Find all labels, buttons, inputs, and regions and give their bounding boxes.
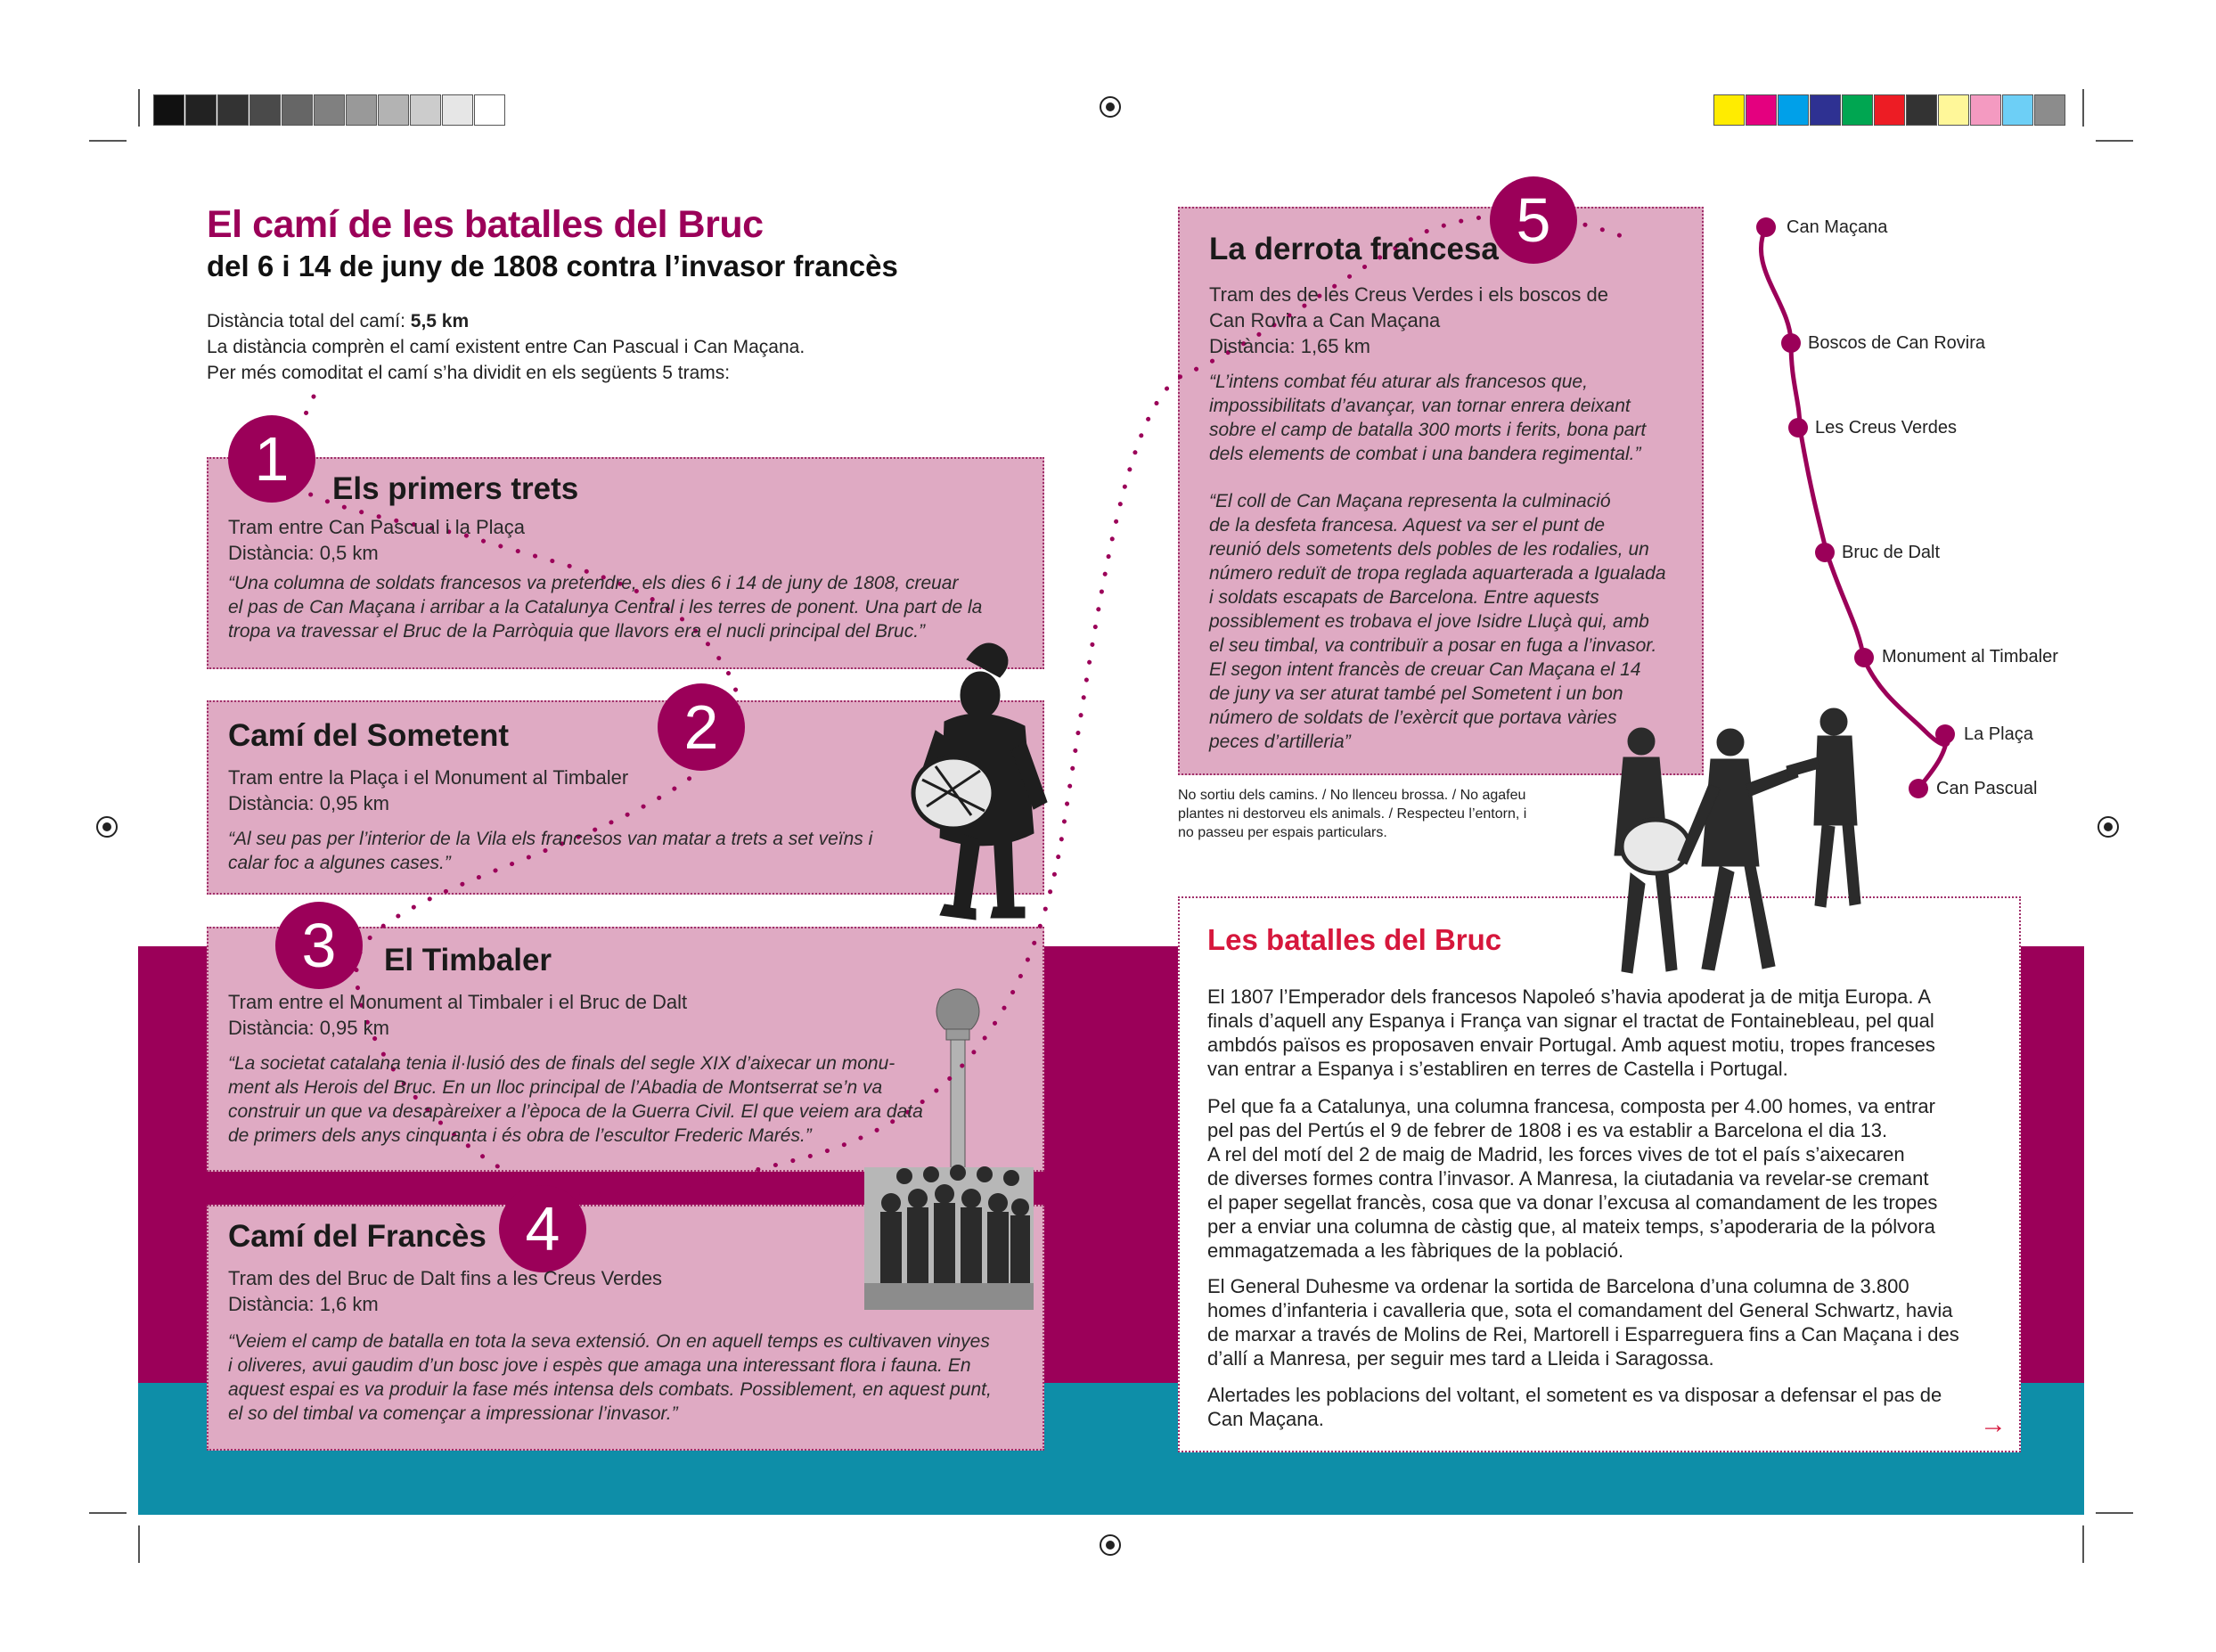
quote-line: número de soldats de l’exèrcit que portava vàries — [1209, 707, 1617, 728]
intro-line: La distància comprèn el camí existent entre Can Pascual i Can Maçana. — [207, 337, 805, 357]
history-line: El General Duhesme va ordenar la sortida de Barcelona d’una columna de 3.800 — [1207, 1275, 1909, 1297]
history-line: A rel del motí del 2 de maig de Madrid, les forces vives de tot el país s’aixecaren — [1207, 1143, 1905, 1165]
history-line: ambdós països es proposaven envair Portugal. Amb aquest motiu, tropes franceses — [1207, 1034, 1935, 1056]
quote-line: de la desfeta francesa. Aquest va ser el punt de — [1209, 515, 1606, 536]
quote-line: calar foc a algunes cases.” — [228, 853, 451, 873]
section-route-text: Tram des del Bruc de Dalt fins a les Creus Verdes — [228, 1267, 663, 1289]
history-line: d’allí a Manresa, per seguir mes tard a Lleida i Saragossa. — [1207, 1347, 1714, 1370]
quote-line: el so del timbal va començar a impressionar l’invasor.” — [228, 1403, 678, 1424]
quote-line: impossibilitats d’avançar, van tornar enrera deixant — [1209, 396, 1631, 416]
history-line: de diverses formes contra l’invasor. A Manresa, la ciutadania va revelar-se cremant — [1207, 1167, 1929, 1190]
route-stop-dot — [1815, 543, 1835, 562]
route-stop-label: Bruc de Dalt — [1842, 543, 1941, 562]
section-route-text: Tram entre el Monument al Timbaler i el Bruc de Dalt — [228, 991, 688, 1013]
history-paragraph — [1207, 1094, 1937, 1263]
section-distance: Distància: 1,6 km — [228, 1293, 379, 1315]
section-number-1: 1 — [228, 415, 315, 503]
rules-line: no passeu per espais particulars. — [1178, 825, 1387, 840]
section-distance: Distància: 0,95 km — [228, 792, 389, 814]
history-line: el paper segellat francès, cosa que va donar l’excusa al comandament de les tropes — [1207, 1191, 1938, 1214]
section-title: Camí del Francès — [228, 1219, 487, 1254]
history-line: Alertades les poblacions del voltant, el sometent es va disposar a defensar el pas de — [1207, 1384, 1942, 1406]
section-title: Els primers trets — [332, 471, 579, 506]
rules-line: No sortiu dels camins. / No llenceu brossa. / No agafeu — [1178, 788, 1526, 803]
quote-line: “Al seu pas per l’interior de la Vila els francesos van matar a trets a set veïns i — [228, 829, 873, 849]
history-line: finals d’aquell any Espanya i França van signar el tractat de Fontainebleau, pel qual — [1207, 1010, 1934, 1032]
history-paragraph — [1207, 1274, 1959, 1370]
intro-line: Per més comoditat el camí s’ha dividit en els següents 5 trams: — [207, 363, 731, 383]
route-stop-label: Monument al Timbaler — [1882, 647, 2058, 667]
route-stop-dot — [1935, 724, 1955, 744]
section-number-2: 2 — [658, 683, 745, 771]
history-paragraph — [1207, 985, 1935, 1081]
history-paragraph — [1207, 1383, 1942, 1431]
quote-line: construir un que va desapàreixer a l’època de la Guerra Civil. El que veiem ara data — [228, 1101, 923, 1122]
history-line: emmagatzemada a les fàbriques de la població. — [1207, 1239, 1624, 1262]
quote-line: el pas de Can Maçana i arribar a la Catalunya Central i les terres de ponent. Una part de la — [228, 597, 983, 617]
section-number-3: 3 — [275, 902, 363, 989]
history-line: Pel que fa a Catalunya, una columna francesa, composta per 4.00 homes, va entrar — [1207, 1095, 1935, 1117]
quote-line: ment als Herois del Bruc. En un lloc principal de l’Abadia de Montserrat se’n va — [228, 1077, 883, 1098]
section-title: El Timbaler — [384, 943, 552, 977]
quote-line: reunió dels sometents dels pobles de les rodalies, un — [1209, 539, 1649, 560]
quote-line: possiblement es trobava el jove Isidre Lluçà qui, amb — [1209, 611, 1649, 632]
quote-line: “La societat catalana tenia il·lusió des de finals del segle XIX d’aixecar un monu- — [228, 1053, 895, 1074]
route-stop-label: La Plaça — [1964, 724, 2033, 744]
history-line: de marxar a través de Molins de Rei, Martorell i Esparreguera fins a Can Maçana i des — [1207, 1323, 1959, 1345]
quote-line: de primers dels anys cinquanta i és obra de l’escultor Frederic Marés.” — [228, 1125, 812, 1146]
section-title: La derrota francesa — [1209, 232, 1499, 266]
history-line: Can Maçana. — [1207, 1408, 1324, 1430]
route-stop-label: Boscos de Can Rovira — [1808, 333, 1985, 353]
rules-line: plantes ni destorveu els animals. / Respecteu l’entorn, i — [1178, 806, 1527, 822]
route-stop-dot — [1781, 333, 1801, 353]
quote-line: el seu timbal, va contribuïr a posar en fuga a l’invasor. — [1209, 635, 1657, 656]
section-number-4: 4 — [499, 1185, 586, 1272]
history-line: El 1807 l’Emperador dels francesos Napoleó s’havia apoderat ja de mitja Europa. A — [1207, 985, 1932, 1008]
section-distance: Distància: 0,5 km — [228, 542, 379, 564]
route-stop-label: Les Creus Verdes — [1815, 418, 1957, 438]
quote-line: de juny va ser aturat també pel Sometent i un bon — [1209, 683, 1623, 704]
route-stop-dot — [1854, 648, 1874, 667]
quote-line: peces d’artilleria” — [1209, 732, 1351, 752]
history-line: per a enviar una columna de càstig que, al mateix temps, s’apoderaria de la pólvora — [1207, 1215, 1935, 1238]
quote-line: i soldats escapats de Barcelona. Entre aquests — [1209, 587, 1599, 608]
quote-line: dels elements de combat i una bandera regimental.” — [1209, 444, 1641, 464]
quote-line: “Veiem el camp de batalla en tota la seva extensió. On en aquell temps es cultivaven vinyes — [228, 1331, 990, 1352]
section-route-text: Tram entre la Plaça i el Monument al Timbaler — [228, 766, 629, 789]
route-stop-label: Can Maçana — [1787, 217, 1888, 237]
history-line: homes d’infanteria i cavalleria que, sota el comandament del General Schwartz, havia — [1207, 1299, 1953, 1321]
route-stop-dot — [1788, 418, 1808, 438]
section-distance: Distància: 1,65 km — [1209, 335, 1370, 357]
next-page-arrow-icon[interactable]: → — [1980, 1410, 2007, 1439]
intro-distance-value: 5,5 km — [410, 311, 470, 331]
history-title: Les batalles del Bruc — [1207, 923, 1502, 956]
section-title: Camí del Sometent — [228, 718, 510, 753]
intro-distance-label: Distància total del camí: — [207, 311, 411, 331]
quote-line: tropa va travessar el Bruc de la Parròquia que llavors era el nucli principal del Bruc.” — [228, 621, 926, 642]
quote-line: “El coll de Can Maçana representa la culminació — [1209, 491, 1611, 511]
page-title: El camí de les batalles del Bruc — [207, 203, 764, 246]
route-stop-dot — [1909, 779, 1928, 798]
section-route-text: Tram entre Can Pascual i la Plaça — [228, 516, 525, 538]
section-route-text: Can Rovira a Can Maçana — [1209, 309, 1441, 331]
quote-line: aquest espai es va produir la fase més intensa dels combats. Possiblement, en aquest punt, — [228, 1379, 992, 1400]
section-number-5: 5 — [1490, 176, 1577, 264]
quote-line: “Una columna de soldats francesos va pretendre, els dies 6 i 14 de juny de 1808, creuar — [228, 573, 959, 593]
quote-line: i oliveres, avui gaudim d’un bosc jove i espès que amaga una interessant flora i fauna. En — [228, 1355, 971, 1376]
quote-line: sobre el camp de batalla 300 morts i ferits, bona part — [1209, 420, 1647, 440]
quote-line: número reduït de tropa reglada aquarterada a Igualada — [1209, 563, 1666, 584]
history-line: van entrar a Espanya i s’establiren en terres de Castella i Portugal. — [1207, 1058, 1788, 1080]
section-route-text: Tram des de les Creus Verdes i els boscos de — [1209, 283, 1608, 306]
quote-line: El segon intent francès de creuar Can Maçana el 14 — [1209, 659, 1641, 680]
route-stop-dot — [1756, 217, 1776, 237]
page-subtitle: del 6 i 14 de juny de 1808 contra l’invasor francès — [207, 249, 898, 282]
route-stop-label: Can Pascual — [1936, 779, 2038, 798]
quote-line: “L’intens combat féu aturar als francesos que, — [1209, 372, 1588, 392]
section-distance: Distància: 0,95 km — [228, 1017, 389, 1039]
history-line: pel pas del Pertús el 9 de febrer de 1808 i es va establir a Barcelona el dia 13. — [1207, 1119, 1888, 1141]
